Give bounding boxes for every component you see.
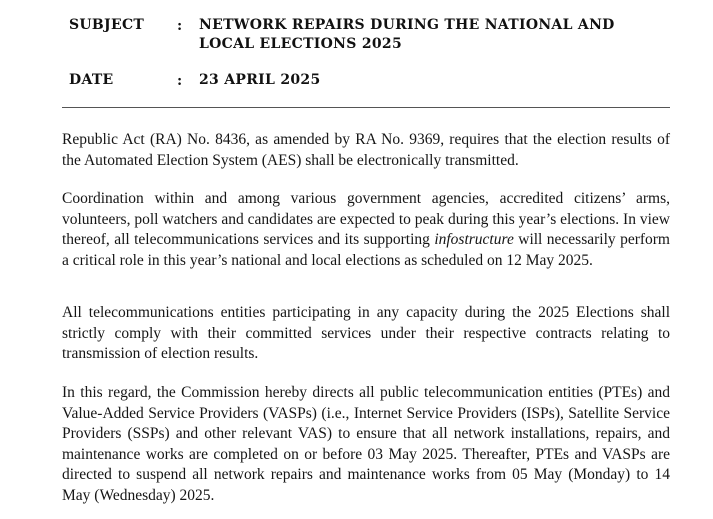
header-divider [62,107,670,108]
subject-value [199,16,669,54]
subject-line-1: NETWORK REPAIRS DURING THE NATIONAL AND [199,17,615,33]
paragraph-4: In this regard, the Commission hereby directs all public telecommunication entities (PTEs) and Value-Added Service Providers (VASPs) (i.e., Internet Service Providers (ISPs), Satellite Service Providers (SSPs) and other relevant VAS) to ensure that all network installations, repairs, and maintenance works are completed on or before 03 May 2025. Thereafter, PTEs and VASPs are directed to suspend all network repairs and maintenance works from 05 May (Monday) to 14 May (Wednesday) 2025. [62,384,670,504]
paragraph-3: All telecommunications entities participating in any capacity during the 2025 Elections shall strictly comply with their committed services under their respective contracts relating to transmission of election results. [62,304,670,362]
date-colon: : [177,73,183,89]
paragraph-2-text-b: will necessarily perform a critical role in this year’s national and local elections as scheduled on 12 May 2025. [62,231,670,269]
subject-colon: : [177,18,183,34]
paragraph-2-italic-term: infostructure [434,231,514,248]
paragraph-1: Republic Act (RA) No. 8436, as amended by RA No. 9369, requires that the election results of the Automated Election System (AES) shall be electronically transmitted. [62,131,670,169]
date-label: DATE [69,72,114,88]
paragraph-2 [62,189,670,271]
subject-label: SUBJECT [69,17,145,33]
subject-line-2: LOCAL ELECTIONS 2025 [199,36,402,52]
paragraph-2-text-a: Coordination within and among various government agencies, accredited citizens’ arms, volunteers, poll watchers and candidates are expected to peak during this year’s elections. In view thereof, all telecommunications services and its supporting [62,190,670,248]
date-value: 23 APRIL 2025 [199,72,321,88]
